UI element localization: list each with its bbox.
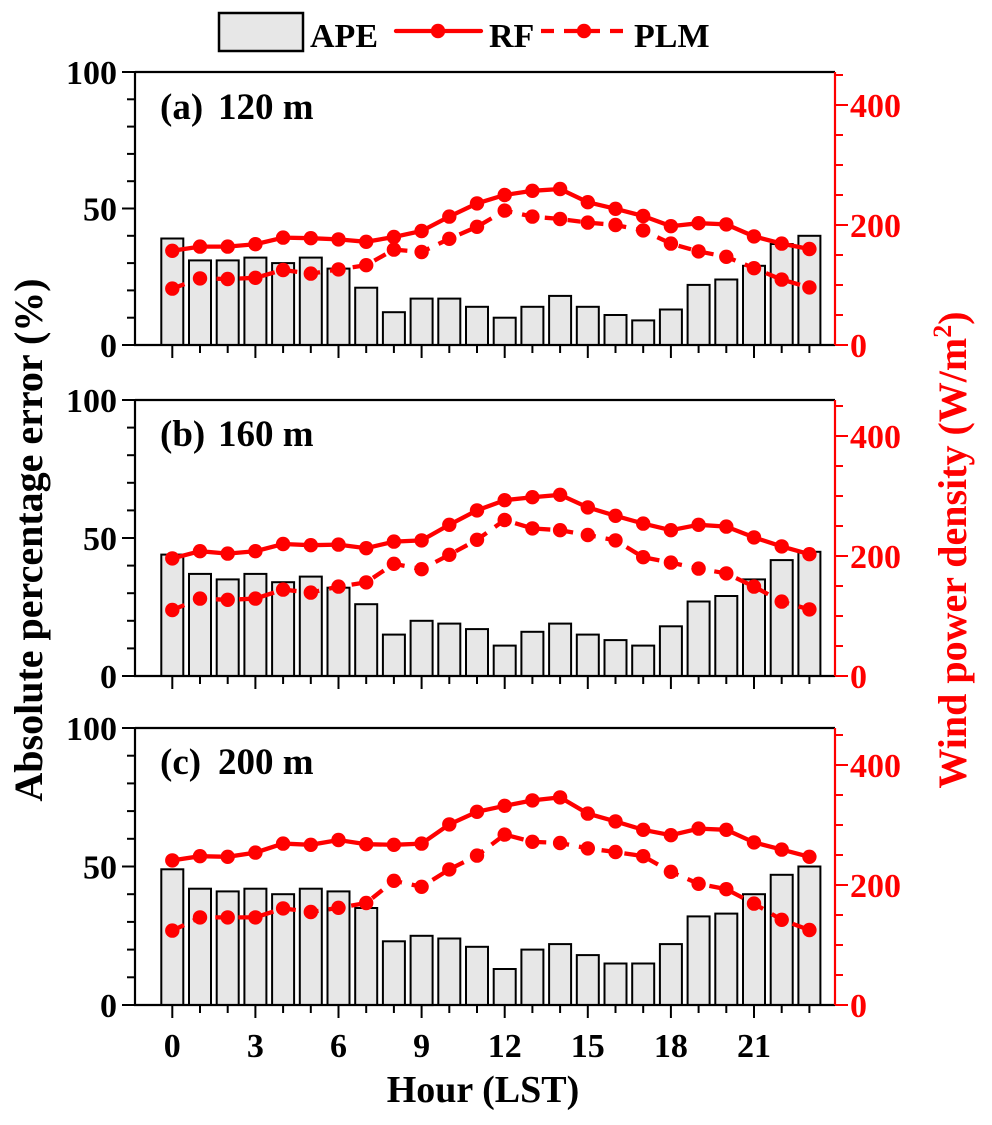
plm-point — [719, 566, 733, 580]
x-axis-title: Hour (LST) — [386, 1069, 580, 1111]
plm-point — [498, 203, 512, 217]
plm-point — [414, 245, 428, 259]
ape-bar — [577, 635, 599, 676]
rf-point — [165, 244, 179, 258]
plm-point — [691, 244, 705, 258]
rf-point — [331, 232, 345, 246]
ape-bar — [688, 916, 710, 1005]
plm-point — [553, 212, 567, 226]
plm-point — [331, 262, 345, 276]
plm-point — [221, 593, 235, 607]
right-tick-label: 0 — [850, 988, 867, 1025]
ape-bar — [771, 244, 793, 345]
ape-bar — [217, 891, 239, 1005]
plm-point — [442, 232, 456, 246]
plm-point — [691, 561, 705, 575]
ape-legend-label: APE — [310, 18, 378, 55]
x-tick-label: 15 — [570, 1028, 605, 1065]
left-tick-label: 0 — [100, 988, 117, 1025]
left-tick-label: 100 — [66, 711, 117, 748]
right-tick-label: 0 — [850, 659, 867, 696]
ape-bar — [383, 635, 405, 676]
rf-series — [165, 790, 817, 867]
ape-bar — [383, 312, 405, 345]
rf-point — [304, 838, 318, 852]
rf-point — [304, 538, 318, 552]
plm-point — [359, 258, 373, 272]
rf-point — [221, 850, 235, 864]
rf-point — [608, 202, 622, 216]
x-tick-label: 12 — [487, 1028, 522, 1065]
plm-point — [470, 533, 484, 547]
ape-bar — [438, 299, 460, 345]
rf-point — [331, 833, 345, 847]
plm-point — [775, 272, 789, 286]
rf-point — [193, 544, 207, 558]
rf-point — [442, 209, 456, 223]
plm-point — [304, 905, 318, 919]
plm-point — [691, 877, 705, 891]
rf-line — [172, 797, 809, 860]
plm-point — [802, 923, 816, 937]
ape-bar — [549, 296, 571, 345]
rf-point — [664, 523, 678, 537]
ape-bar — [411, 621, 433, 676]
plm-point — [664, 865, 678, 879]
right-tick-label: 400 — [850, 419, 901, 456]
rf-point — [359, 837, 373, 851]
panel-a-label: (a) 120 m — [160, 87, 314, 128]
ape-bar — [466, 629, 488, 676]
ape-bar — [328, 588, 350, 676]
plm-point — [525, 521, 539, 535]
rf-point — [525, 793, 539, 807]
plm-point — [276, 582, 290, 596]
rf-point — [719, 217, 733, 231]
rf-point — [276, 836, 290, 850]
rf-point — [359, 541, 373, 555]
rf-point — [691, 821, 705, 835]
rf-point — [553, 182, 567, 196]
ape-bar — [743, 894, 765, 1005]
rf-point — [664, 219, 678, 233]
right-tick-label: 0 — [850, 328, 867, 365]
plm-point — [276, 263, 290, 277]
rf-point — [498, 188, 512, 202]
left-tick-label: 50 — [83, 521, 117, 558]
plm-point — [802, 602, 816, 616]
plm-point — [387, 242, 401, 256]
rf-point — [165, 551, 179, 565]
rf-legend-label: RF — [489, 18, 535, 55]
rf-point — [664, 828, 678, 842]
rf-point — [248, 845, 262, 859]
plm-point — [553, 523, 567, 537]
rf-point — [775, 842, 789, 856]
plm-point — [387, 874, 401, 888]
legend — [219, 13, 710, 55]
rf-point — [608, 509, 622, 523]
rf-point — [387, 230, 401, 244]
plm-point — [636, 550, 650, 564]
ape-bar — [521, 632, 543, 676]
plm-point — [331, 901, 345, 915]
right-tick-label: 400 — [850, 88, 901, 125]
plm-point — [608, 845, 622, 859]
rf-point — [747, 229, 761, 243]
plm-point — [719, 250, 733, 264]
rf-point — [636, 209, 650, 223]
ape-bar — [605, 964, 627, 1006]
right-tick-label: 200 — [850, 539, 901, 576]
rf-point — [719, 823, 733, 837]
ape-bar — [771, 875, 793, 1005]
x-tick-label: 3 — [246, 1028, 264, 1065]
plm-point — [664, 555, 678, 569]
plm-point — [359, 575, 373, 589]
plm-point — [775, 913, 789, 927]
rf-point — [470, 196, 484, 210]
x-tick-label: 21 — [737, 1028, 771, 1065]
plm-point — [276, 901, 290, 915]
right-axis-title: Wind power density $(W/m^2)$ — [928, 311, 975, 789]
plm-point — [470, 220, 484, 234]
plm-point — [221, 910, 235, 924]
ape-bar — [244, 574, 266, 676]
x-tick-label: 9 — [413, 1028, 431, 1065]
ape-bar — [494, 969, 516, 1005]
left-tick-label: 0 — [100, 328, 117, 365]
plm-point — [608, 218, 622, 232]
ape-bar — [244, 889, 266, 1005]
rf-point — [387, 534, 401, 548]
plm-line — [172, 520, 809, 610]
ape-bar — [688, 602, 710, 677]
ape-bar — [743, 266, 765, 345]
left-tick-label: 50 — [83, 191, 117, 229]
rf-point — [719, 519, 733, 533]
left-tick-label: 100 — [66, 55, 117, 92]
ape-bar — [743, 579, 765, 676]
rf-point — [636, 823, 650, 837]
ape-bar — [355, 908, 377, 1005]
plm-point — [802, 280, 816, 294]
right-tick-label: 400 — [850, 748, 901, 785]
plm-legend-label: PLM — [634, 18, 710, 55]
ape-bar — [328, 269, 350, 345]
rf-point — [470, 805, 484, 819]
rf-point — [193, 239, 207, 253]
ape-bar — [549, 944, 571, 1005]
plm-point — [221, 272, 235, 286]
plm-point — [248, 591, 262, 605]
rf-point — [581, 195, 595, 209]
ape-bar — [355, 288, 377, 345]
right-tick-label: 200 — [850, 208, 901, 245]
ape-bar — [632, 320, 654, 345]
plm-point — [165, 923, 179, 937]
plm-point — [304, 585, 318, 599]
plm-point — [747, 579, 761, 593]
ape-bar — [494, 318, 516, 345]
plm-point — [608, 533, 622, 547]
plm-point — [331, 579, 345, 593]
plm-point — [553, 836, 567, 850]
plm-point — [248, 910, 262, 924]
plm-point — [359, 896, 373, 910]
plm-point — [775, 594, 789, 608]
plm-point — [581, 528, 595, 542]
plm-point — [636, 223, 650, 237]
ape-bar — [605, 315, 627, 345]
plm-point — [442, 862, 456, 876]
rf-line — [172, 495, 809, 559]
rf-legend-marker — [431, 24, 445, 38]
rf-point — [248, 237, 262, 251]
rf-point — [636, 516, 650, 530]
plm-point — [664, 236, 678, 250]
ape-bar — [605, 640, 627, 676]
plm-point — [498, 827, 512, 841]
plm-point — [193, 271, 207, 285]
plm-point — [581, 841, 595, 855]
rf-point — [248, 544, 262, 558]
plm-point — [470, 848, 484, 862]
rf-point — [802, 547, 816, 561]
plm-point — [581, 215, 595, 229]
plm-point — [414, 880, 428, 894]
rf-point — [747, 530, 761, 544]
rf-series — [165, 488, 817, 566]
panels — [66, 55, 901, 1065]
plm-point — [747, 261, 761, 275]
ape-bar — [438, 624, 460, 676]
ape-bar — [632, 646, 654, 676]
ape-bar — [715, 280, 737, 346]
rf-point — [553, 488, 567, 502]
plm-point — [193, 910, 207, 924]
rf-point — [414, 224, 428, 238]
ape-bar — [715, 914, 737, 1005]
panel-b-label: (b) 160 m — [160, 414, 314, 455]
left-tick-label: 100 — [66, 383, 117, 420]
plm-point — [442, 548, 456, 562]
rf-point — [414, 836, 428, 850]
x-tick-label: 6 — [330, 1028, 347, 1065]
ape-bar — [494, 646, 516, 676]
rf-point — [525, 490, 539, 504]
rf-point — [525, 184, 539, 198]
ape-bar — [521, 950, 543, 1005]
ape-bar — [577, 307, 599, 345]
ape-legend-swatch — [219, 13, 303, 51]
left-tick-label: 0 — [100, 659, 117, 696]
rf-point — [276, 537, 290, 551]
ape-bar — [688, 285, 710, 345]
ape-bar — [715, 596, 737, 676]
ape-bar — [577, 955, 599, 1005]
rf-point — [498, 493, 512, 507]
rf-point — [387, 838, 401, 852]
left-axis-title: Absolute percentage error (%) — [6, 278, 51, 802]
plm-point — [414, 562, 428, 576]
ape-bar — [189, 889, 211, 1005]
plm-point — [248, 271, 262, 285]
plm-point — [387, 557, 401, 571]
rf-point — [331, 537, 345, 551]
rf-point — [359, 235, 373, 249]
plm-point — [525, 835, 539, 849]
ape-bar — [411, 299, 433, 345]
rf-point — [221, 239, 235, 253]
plm-point — [193, 591, 207, 605]
rf-point — [691, 216, 705, 230]
rf-point — [442, 518, 456, 532]
rf-point — [775, 236, 789, 250]
x-tick-label: 0 — [163, 1028, 181, 1065]
rf-point — [193, 849, 207, 863]
ape-bar — [771, 560, 793, 676]
ape-bar — [466, 947, 488, 1005]
ape-bar — [632, 964, 654, 1006]
rf-point — [691, 518, 705, 532]
rf-point — [470, 503, 484, 517]
rf-point — [442, 817, 456, 831]
rf-point — [747, 835, 761, 849]
rf-point — [304, 231, 318, 245]
plm-point — [165, 281, 179, 295]
rf-point — [221, 546, 235, 560]
rf-point — [553, 790, 567, 804]
ape-bar — [438, 939, 460, 1006]
rf-point — [165, 853, 179, 867]
ape-bar — [521, 307, 543, 345]
rf-point — [498, 799, 512, 813]
plm-point — [304, 266, 318, 280]
plm-point — [747, 896, 761, 910]
rf-point — [414, 533, 428, 547]
x-tick-label: 18 — [653, 1028, 688, 1065]
right-tick-label: 200 — [850, 868, 901, 905]
ape-bar — [466, 307, 488, 345]
ape-bar — [383, 941, 405, 1005]
ape-bar — [355, 604, 377, 676]
ape-bar — [660, 626, 682, 676]
rf-point — [581, 500, 595, 514]
rf-point — [608, 814, 622, 828]
plm-point — [498, 513, 512, 527]
plm-point — [525, 209, 539, 223]
plm-point — [719, 882, 733, 896]
panel-c-label: (c) 200 m — [160, 742, 314, 783]
rf-point — [802, 242, 816, 256]
ape-bar — [660, 944, 682, 1005]
plm-legend-marker — [577, 24, 591, 38]
rf-point — [802, 850, 816, 864]
ape-bar — [189, 574, 211, 676]
rf-point — [276, 230, 290, 244]
ape-bar — [411, 936, 433, 1005]
rf-point — [581, 806, 595, 820]
ape-bar — [549, 624, 571, 676]
plm-point — [636, 849, 650, 863]
plm-point — [165, 603, 179, 617]
rf-point — [775, 539, 789, 553]
ape-bar — [660, 310, 682, 346]
left-tick-label: 50 — [83, 849, 117, 887]
